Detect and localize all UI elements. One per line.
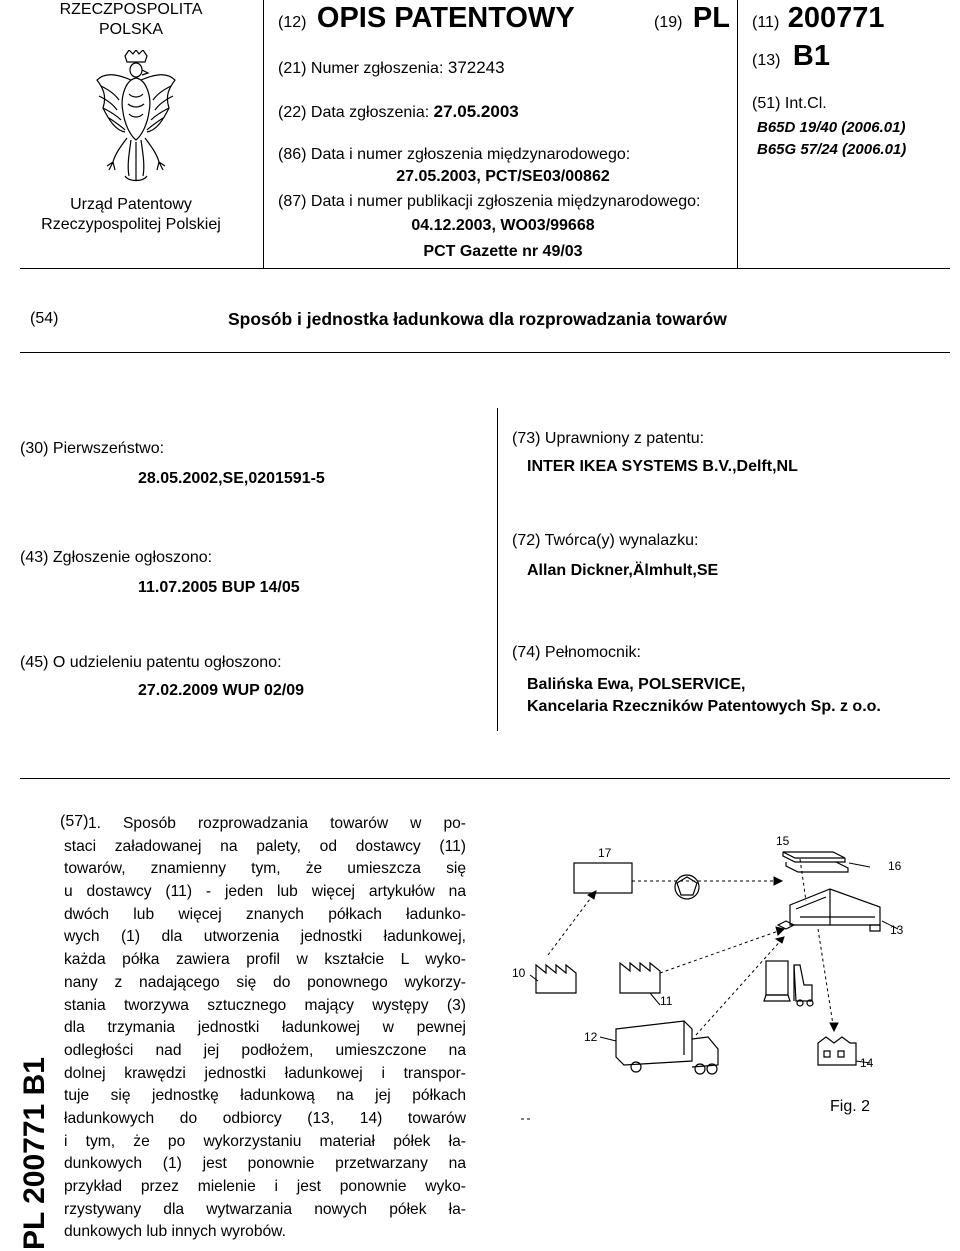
intl-pub-label: (87) Data i numer publikacji zgłoszenia międzynarodowego: — [278, 193, 701, 210]
owner-label: (73) Uprawniony z patentu: — [512, 430, 705, 447]
office-name-line1: Urząd Patentowy — [70, 196, 192, 213]
figure-label-15: 15 — [776, 834, 790, 848]
flow-arrow-15-13 — [800, 859, 806, 901]
country-code: PL — [692, 2, 730, 34]
figure-label-16: 16 — [888, 859, 902, 873]
app-number: 372243 — [447, 58, 505, 77]
polish-eagle-emblem — [95, 50, 177, 185]
figure-caption: Fig. 2 — [830, 1098, 871, 1115]
code-19: (19) — [654, 14, 683, 31]
fields-divider — [497, 408, 498, 731]
granted-value: 27.02.2009 WUP 02/09 — [138, 682, 305, 699]
claim-line: ładunkowych do odbiorcy (13, 14) towarów — [64, 1109, 466, 1127]
title-code: (54) — [30, 310, 59, 327]
claim-line: odległości nad jej podłożem, umieszczone na — [64, 1041, 466, 1059]
country-name-line1: RZECZPOSPOLITA — [59, 1, 203, 18]
document-type: OPIS PATENTOWY — [316, 2, 575, 34]
flow-arrow-12-13 — [696, 937, 784, 1035]
intl-app-value: 27.05.2003, PCT/SE03/00862 — [396, 168, 610, 185]
claim-line: wych (1) dla utworzenia jednostki ładunkowej, — [64, 928, 466, 946]
leader-16 — [849, 863, 870, 867]
figure-label-13: 13 — [890, 923, 904, 937]
forklift-icon — [764, 961, 813, 1006]
figure-label-12: 12 — [584, 1030, 598, 1044]
claim-line: dla trzymania jednostki ładunkowej w pewnej — [64, 1019, 466, 1037]
attorney-label: (74) Pełnomocnik: — [512, 644, 641, 661]
side-document-code: PL 200771 B1 — [18, 1057, 51, 1250]
supplier-factory-icon-11 — [620, 963, 660, 993]
claim-text — [64, 813, 466, 1244]
figure-label-14: 14 — [860, 1056, 874, 1070]
invention-title: Sposób i jednostka ładunkowa dla rozprowadzania towarów — [228, 309, 727, 329]
figure-label-11: 11 — [660, 994, 673, 1008]
distribution-center-icon — [778, 889, 880, 931]
office-name-line2: Rzeczypospolitej Polskiej — [41, 216, 221, 233]
claim-line: dwóch lub więcej znanych półkach ładunko- — [64, 905, 466, 923]
country-name-line2: POLSKA — [98, 21, 164, 38]
title-bottom-rule — [20, 352, 950, 353]
granted-label: (45) O udzieleniu patentu ogłoszono: — [20, 654, 282, 671]
claim-line: tuje się jednostkę ładunkową na jej półkach — [64, 1087, 466, 1105]
claim-code: (57) — [60, 813, 89, 830]
claim-line: przykład przez mielenie i jest ponownie wyko- — [64, 1178, 466, 1195]
truck-icon — [616, 1021, 718, 1074]
filing-date-label: (22) Data zgłoszenia: — [278, 104, 430, 121]
factory-icon-10 — [536, 965, 576, 993]
priority-label: (30) Pierwszeństwo: — [20, 440, 165, 457]
leader-10 — [530, 975, 538, 981]
recycle-symbol-icon — [675, 875, 699, 899]
filing-date: 27.05.2003 — [433, 102, 519, 121]
claim-line: rzystywany dla wytwarzania nowych półek ła- — [64, 1200, 466, 1218]
intcl-1: B65D 19/40 (2006.01) — [757, 119, 906, 136]
kind-code: B1 — [792, 40, 830, 72]
claim-line: u dostawcy (11) - jeden lub więcej artykułów na — [64, 883, 466, 901]
shop-icon — [818, 1037, 856, 1065]
intcl-label: (51) Int.Cl. — [752, 95, 827, 112]
intl-app-label: (86) Data i numer zgłoszenia międzynarodowego: — [278, 146, 631, 163]
inventor-label: (72) Twórca(y) wynalazku: — [512, 532, 699, 549]
code-13: (13) — [752, 52, 781, 69]
intl-pub-value: 04.12.2003, WO03/99668 — [411, 217, 595, 234]
header-bottom-rule — [20, 268, 950, 269]
claim-line: i tym, że po wykorzystaniu materiał półek ła- — [64, 1132, 466, 1150]
code-12: (12) — [278, 14, 307, 31]
flow-arrow-13-14 — [818, 929, 834, 1031]
claim-line: nany z nadającego się do ponownego wykorzy- — [64, 973, 466, 991]
owner-value: INTER IKEA SYSTEMS B.V.,Delft,NL — [527, 458, 798, 475]
claim-line: 1. Sposób rozprowadzania towarów w po- — [88, 815, 466, 832]
flow-arrow-10-17 — [548, 891, 596, 955]
pct-gazette: PCT Gazette nr 49/03 — [423, 243, 583, 260]
intcl-2: B65G 57/24 (2006.01) — [757, 141, 907, 158]
claim-line: dunkowych (1) jest ponownie przetwarzany na — [64, 1155, 466, 1173]
figure-label-17: 17 — [598, 846, 612, 860]
announced-label: (43) Zgłoszenie ogłoszono: — [20, 549, 213, 566]
attorney-line2: Kancelaria Rzeczników Patentowych Sp. z o.o. — [527, 698, 881, 715]
patent-number: 200771 — [787, 2, 885, 34]
app-number-label: (21) Numer zgłoszenia: — [278, 60, 444, 77]
claim-line: towarów, znamienny tym, że umieszcza się — [64, 860, 466, 878]
attorney-line1: Balińska Ewa, POLSERVICE, — [527, 676, 746, 693]
claim-line: stania tworzywa sztucznego mający występy (3) — [64, 996, 466, 1014]
inventor-value: Allan Dickner,Älmhult,SE — [527, 562, 719, 579]
leader-11 — [650, 993, 660, 1005]
claim-line: każda półka zawiera profil w kształcie L wyko- — [64, 951, 466, 969]
claim-line: dolnej krawędzi jednostki ładunkowej i transpor- — [64, 1064, 466, 1082]
pallet-stack-icon — [783, 852, 848, 872]
claim-line: staci załadowanej na palety, od dostawcy (11) — [64, 837, 466, 855]
header-divider-right — [737, 0, 738, 268]
leader-12 — [600, 1037, 616, 1041]
code-11: (11) — [752, 14, 780, 31]
figure-label-10: 10 — [512, 966, 526, 980]
announced-value: 11.07.2005 BUP 14/05 — [138, 579, 300, 596]
recycling-plant-box — [574, 863, 632, 893]
priority-value: 28.05.2002,SE,0201591-5 — [138, 470, 325, 487]
fields-bottom-rule — [20, 778, 950, 779]
figure-2-distribution-diagram — [500, 825, 920, 1125]
claim-line: dunkowych lub innych wyrobów. — [64, 1223, 286, 1241]
header-divider-left — [263, 0, 264, 268]
